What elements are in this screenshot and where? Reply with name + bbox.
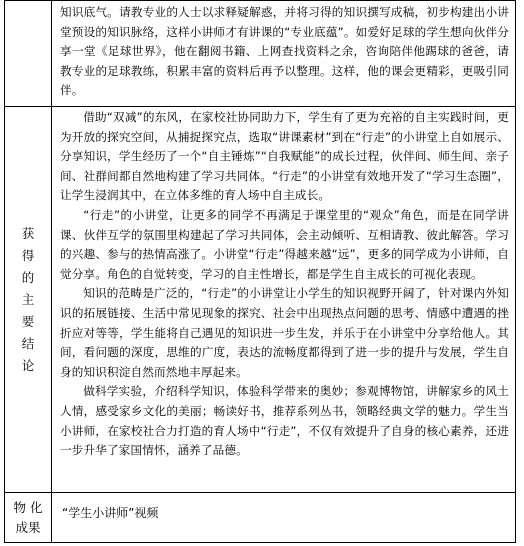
conclusion-paragraph-4: 做科学实验，介绍科学知识，体验科学带来的奥妙；参观博物馆，讲解家乡的风土人情，感受家乡文化的美丽；畅读好书，推荐系列丛书，领略经典文学的魅力。学生当小讲师，在家校社合力打造的育人场中“行走”，不仅有效提升了自身的核心素养，还进一步升华了家国情怀，涵养了品德。 — [60, 384, 509, 458]
top-label-cell — [5, 1, 52, 107]
result-label-cell — [5, 493, 52, 543]
result-content-cell — [52, 493, 516, 543]
top-row — [5, 1, 516, 107]
result-label-line2: 成果 — [15, 519, 41, 535]
conclusion-paragraph-3: 知识的范畴是广泛的，“行走”的小讲堂让小学生的知识视野开阔了，针对课内外知识的拓展链接、生活中常见现象的探究、社会中出现热点问题的思考、情感中遭遇的挫折应对等等，学生能将自己遇见的知识进一步生发，并乐于在小讲堂中分享给他人。其间，看问题的深度，思维的广度，表达的流畅度都得到了进一步的提升与发展，学生自身的知识积淀自然而然地丰厚起来。 — [60, 286, 509, 379]
report-table — [4, 0, 516, 543]
conclusion-paragraph-2: “行走”的小讲堂，让更多的同学不再满足于课堂里的“观众”角色，而是在同学讲课、伙伴互学的氛围里构建起了学习共同体，会主动倾听、互相请教、彼此解答。学习的兴趣、参与的热情高涨了。小讲堂“行走”得越来越“远”，更多的同学成为小讲师，自觉分享。角色的自觉转变，学习的自主性增长，都是学生自主成长的可视化表现。 — [60, 207, 509, 281]
top-content-cell — [52, 1, 516, 107]
conclusion-content-cell — [52, 107, 516, 493]
result-text: “学生小讲师”视频 — [62, 506, 159, 520]
result-row — [5, 493, 516, 543]
conclusion-label-cell — [5, 107, 52, 493]
conclusion-paragraph-1: 借助“双减”的东风，在家校社协同助力下，学生有了更为充裕的自主实践时间，更为开放的探究空间，从捕捉探究点，选取“讲课素材”到在“行走”的小讲堂上自如展示、分享知识，学生经历了一个“自主锤炼”“自我赋能”的成长过程，伙伴间、师生间、亲子间、社群间都自然地构建了学习共同体。“行走”的小讲堂有效地开发了“学习生态圈”，让学生浸润其中，在立体多维的育人场中自主成长。 — [60, 110, 509, 203]
conclusion-label: 获得的主要结论 — [21, 225, 35, 373]
top-paragraph: 知识底气。请教专业的人士以求释疑解惑，并将习得的知识撰写成稿，初步构建出小讲堂预设的知识脉络，这样小讲师才有讲课的“专业底蕴”。如爱好足球的学生想向伙伴分享一堂《足球世界》，他在翻阅书籍、上网查找资料之余，咨询陪伴他踢球的爸爸，请教专业的足球教练，积累丰富的资料后再予以整理。这样，他的课会更精彩，更吸引同伴。 — [60, 5, 509, 98]
conclusion-row — [5, 107, 516, 493]
result-label-line1: 物 化 — [13, 499, 43, 515]
